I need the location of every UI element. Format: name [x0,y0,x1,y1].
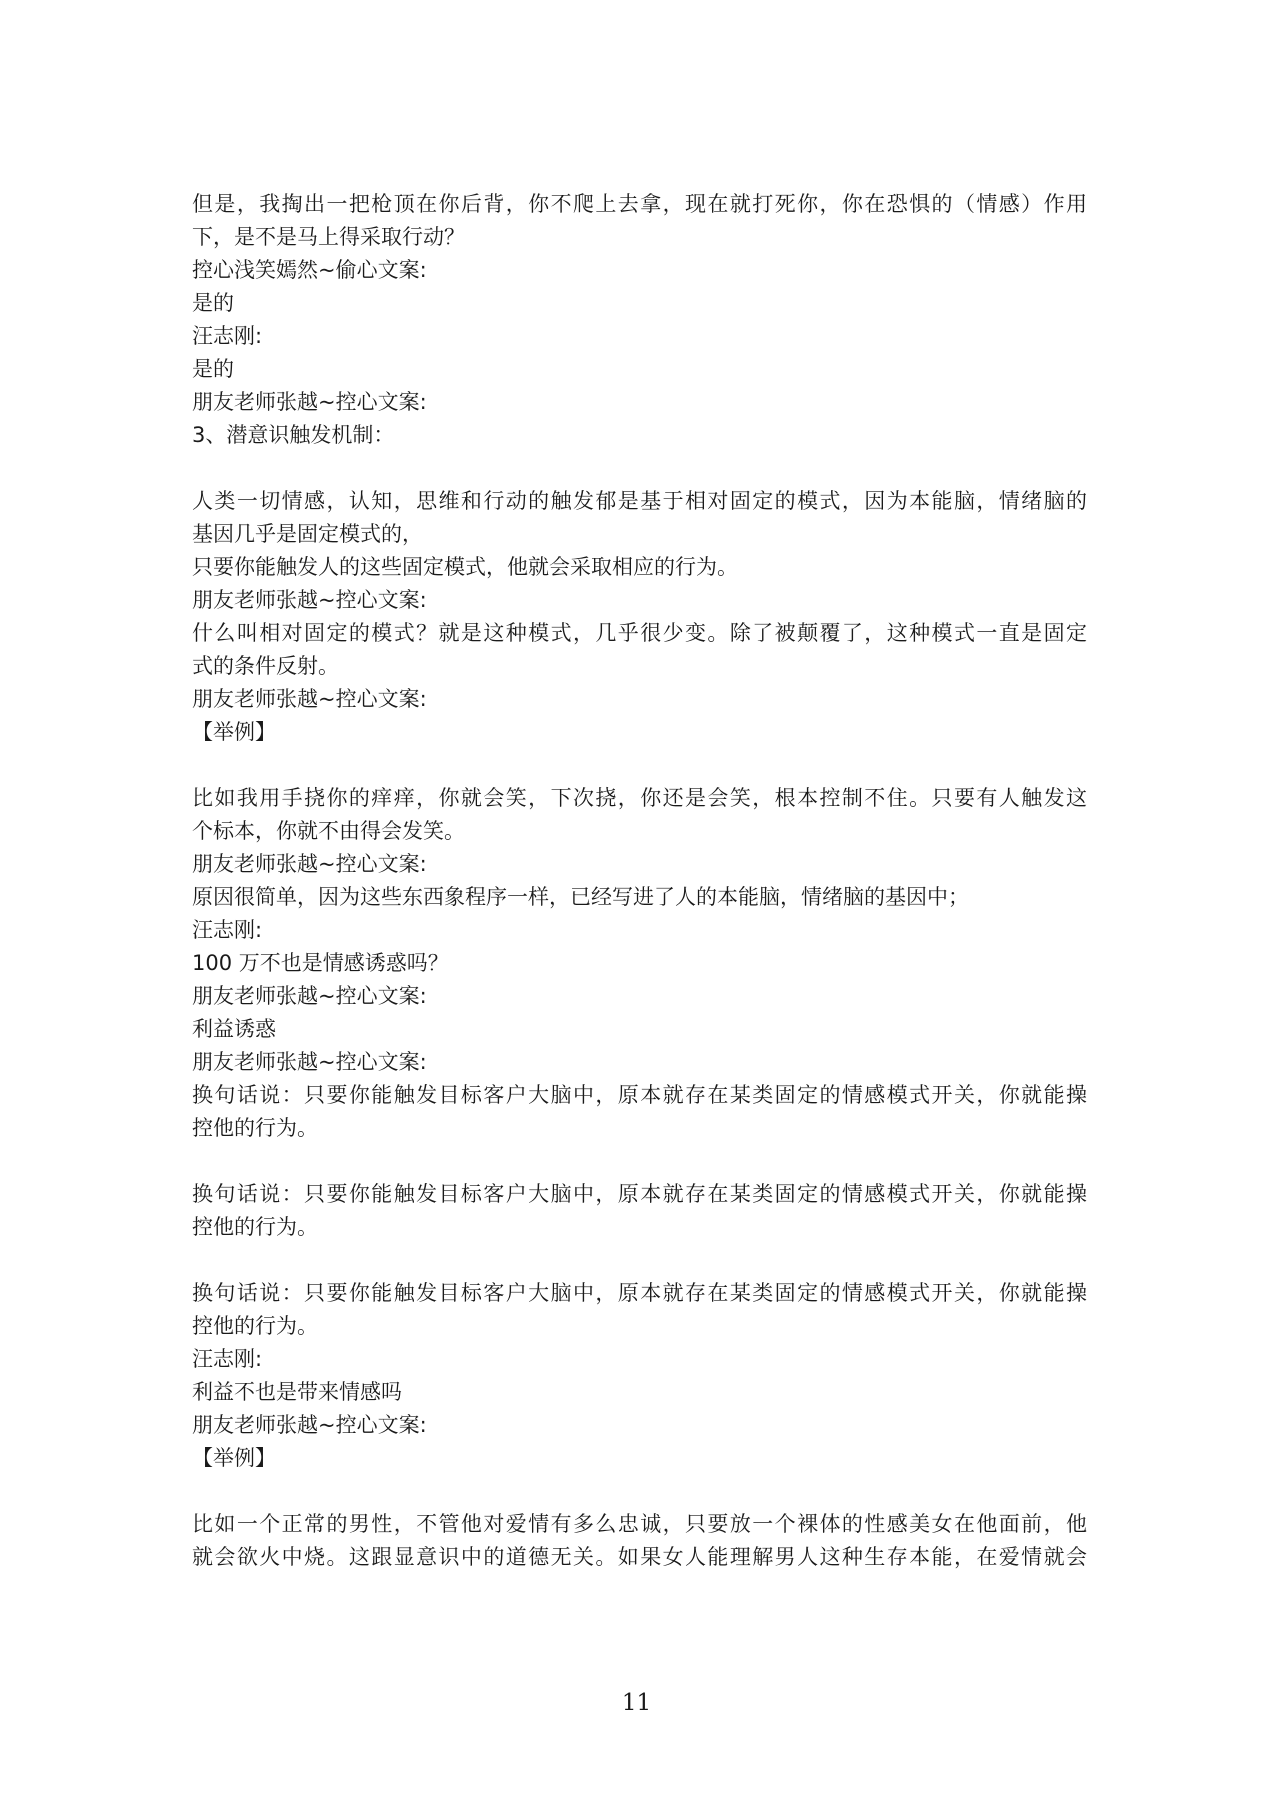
text-line: 换句话说：只要你能触发目标客户大脑中，原本就存在某类固定的情感模式开关，你就能操 [192,1281,1087,1305]
blank-line [192,1145,1087,1178]
speaker-label: 汪志刚: [192,918,263,942]
text-line: 控他的行为。 [192,1215,318,1239]
speaker-label: 朋友老师张越~控心文案: [192,687,427,711]
blank-line [192,1244,1087,1277]
page-number: 11 [621,1690,652,1716]
blank-line [192,452,1087,485]
speaker-label: 汪志刚: [192,1347,263,1371]
text-line: 100 万不也是情感诱惑吗？ [192,951,449,975]
text-line: 但是，我掏出一把枪顶在你后背，你不爬上去拿，现在就打死你，你在恐惧的（情感）作用 [192,192,1087,216]
blank-line [192,1475,1087,1508]
example-heading: 【举例】 [192,720,276,744]
speaker-label: 朋友老师张越~控心文案: [192,852,427,876]
text-line: 控他的行为。 [192,1116,318,1140]
text-line: 利益不也是带来情感吗 [192,1380,402,1404]
text-line: 基因几乎是固定模式的， [192,522,423,546]
speaker-label: 朋友老师张越~控心文案: [192,1050,427,1074]
text-line: 比如我用手挠你的痒痒，你就会笑，下次挠，你还是会笑，根本控制不住。只要有人触发这 [192,786,1087,810]
text-line: 是的 [192,357,234,381]
speaker-label: 朋友老师张越~控心文案: [192,390,427,414]
text-line: 换句话说：只要你能触发目标客户大脑中，原本就存在某类固定的情感模式开关，你就能操 [192,1182,1087,1206]
text-line: 原因很简单，因为这些东西象程序一样，已经写进了人的本能脑，情绪脑的基因中； [192,885,969,909]
text-line: 只要你能触发人的这些固定模式，他就会采取相应的行为。 [192,555,738,579]
text-line: 下，是不是马上得采取行动？ [192,225,465,249]
speaker-label: 朋友老师张越~控心文案: [192,984,427,1008]
speaker-label: 朋友老师张越~控心文案: [192,588,427,612]
text-line: 换句话说：只要你能触发目标客户大脑中，原本就存在某类固定的情感模式开关，你就能操 [192,1083,1087,1107]
example-heading: 【举例】 [192,1446,276,1470]
text-line: 式的条件反射。 [192,654,339,678]
text-line: 是的 [192,291,234,315]
text-line: 人类一切情感，认知，思维和行动的触发郁是基于相对固定的模式，因为本能脑，情绪脑的 [192,489,1087,513]
text-line: 控他的行为。 [192,1314,318,1338]
section-heading: 3、潜意识触发机制： [192,423,395,447]
blank-line [192,749,1087,782]
text-line: 个标本，你就不由得会发笑。 [192,819,465,843]
text-line: 利益诱惑 [192,1017,276,1041]
text-line: 就会欲火中烧。这跟显意识中的道德无关。如果女人能理解男人这种生存本能，在爱情就会 [192,1545,1087,1569]
speaker-label: 控心浅笑嫣然~偷心文案: [192,258,427,282]
speaker-label: 朋友老师张越~控心文案: [192,1413,427,1437]
speaker-label: 汪志刚: [192,324,263,348]
text-line: 什么叫相对固定的模式？就是这种模式，几乎很少变。除了被颠覆了，这种模式一直是固定 [192,621,1087,645]
page-body [192,188,1087,1574]
text-line: 比如一个正常的男性，不管他对爱情有多么忠诚，只要放一个裸体的性感美女在他面前，他 [192,1512,1087,1536]
